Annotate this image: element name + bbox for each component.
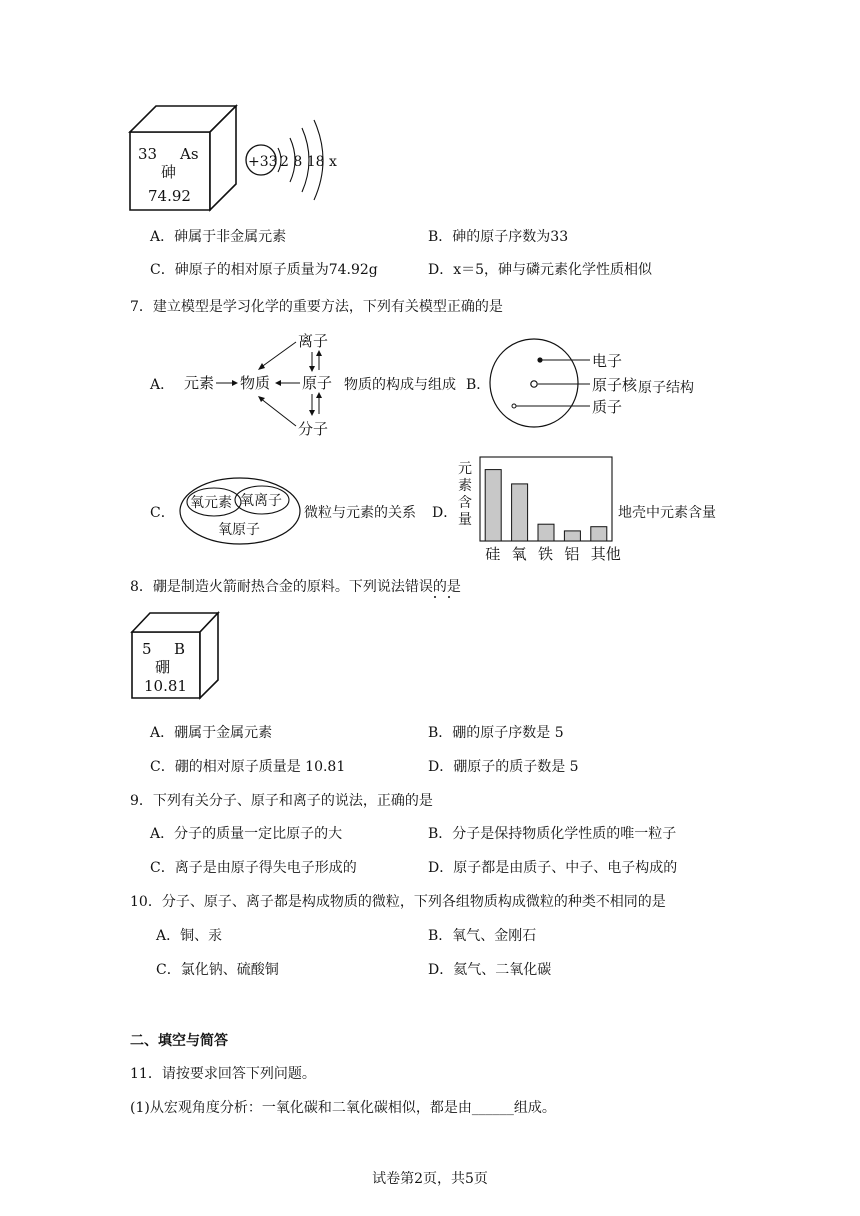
boron-mass: 10.81: [144, 677, 187, 695]
crust-element-bar-chart: [454, 456, 621, 564]
boron-element-cube: [130, 610, 222, 702]
q6-option-a[interactable]: A．砷属于非金属元素: [150, 229, 287, 245]
q7-option-b-label[interactable]: B．: [466, 377, 491, 393]
q7-a-caption: 物质的构成与组成: [344, 377, 456, 393]
q7-b-caption: 原子结构: [638, 380, 694, 396]
bar-铝: [564, 531, 580, 541]
proton-dot: [512, 404, 516, 408]
q9-option-b[interactable]: B．分子是保持物质化学性质的唯一粒子: [428, 826, 677, 842]
q8-option-d[interactable]: D．硼原子的质子数是 5: [428, 759, 579, 775]
q7-option-a-label[interactable]: A．: [150, 377, 175, 393]
x-tick-label: 其他: [590, 545, 621, 563]
node-ion: 离子: [298, 332, 329, 350]
q8-option-c[interactable]: C．硼的相对原子质量是 10.81: [150, 759, 346, 775]
q9-stem: 9．下列有关分子、原子和离子的说法，正确的是: [130, 793, 433, 809]
q10-option-b[interactable]: B．氧气、金刚石: [428, 928, 537, 944]
bar-其他: [591, 527, 607, 541]
nucleus-dot: [531, 381, 537, 387]
q10-stem: 10．分子、原子、离子都是构成物质的微粒，下列各组物质构成微粒的种类不相同的是: [130, 894, 666, 910]
q8-stem: 8．硼是制造火箭耐热合金的原料。下列说法错误的是: [130, 579, 461, 595]
q6-option-b[interactable]: B．砷的原子序数为33: [428, 229, 569, 245]
x-tick-label: 氧: [511, 545, 527, 563]
x-tick-label: 铝: [564, 545, 580, 563]
q10-option-a[interactable]: A．铜、汞: [156, 928, 223, 944]
arsenic-symbol: As: [180, 145, 199, 163]
node-molecule: 分子: [298, 420, 329, 438]
label-nucleus: 原子核: [592, 376, 638, 394]
bar-氧: [512, 484, 528, 541]
emphasis-dot: [448, 596, 450, 598]
q7-option-c-label[interactable]: C．: [150, 505, 175, 521]
arsenic-name: 砷: [161, 163, 177, 181]
electron-shells: 2 8 18 x: [280, 154, 337, 170]
q11-sub1: (1)从宏观角度分析：一氧化碳和二氧化碳相似，都是由______组成。: [130, 1100, 556, 1116]
q7-d-caption: 地壳中元素含量: [618, 505, 716, 521]
q10-option-c[interactable]: C．氯化钠、硫酸铜: [156, 962, 279, 978]
x-tick-label: 硅: [485, 545, 501, 563]
q8-option-a[interactable]: A．硼属于金属元素: [150, 725, 273, 741]
arsenic-atom-structure: [244, 116, 344, 206]
q10-option-d[interactable]: D．氦气、二氧化碳: [428, 962, 552, 978]
q8-option-b[interactable]: B．硼的原子序数是 5: [428, 725, 564, 741]
arsenic-number: 33: [138, 145, 158, 163]
substance-composition-diagram: [178, 330, 344, 440]
bar-硅: [485, 470, 501, 541]
x-tick-label: 铁: [538, 545, 554, 563]
node-atom: 原子: [302, 374, 333, 392]
q6-option-c[interactable]: C．砷原子的相对原子质量为74.92g: [150, 262, 378, 278]
y-axis-label: 元素含量: [458, 461, 472, 528]
boron-number: 5: [142, 640, 152, 658]
arsenic-mass: 74.92: [148, 187, 191, 205]
boron-name: 硼: [155, 658, 171, 676]
venn-atom: 氧原子: [218, 522, 260, 538]
arsenic-element-cube: [128, 102, 238, 214]
q7-stem: 7．建立模型是学习化学的重要方法，下列有关模型正确的是: [130, 299, 503, 315]
page-footer: 试卷第2页，共5页: [372, 1171, 488, 1187]
nucleus-charge: +33: [248, 154, 278, 170]
venn-element: 氧元素: [190, 495, 232, 511]
q11-stem: 11．请按要求回答下列问题。: [130, 1066, 316, 1082]
venn-ion: 氧离子: [240, 493, 282, 509]
node-substance: 物质: [240, 374, 271, 392]
bar-铁: [538, 524, 554, 541]
particle-element-venn: [178, 476, 302, 546]
boron-symbol: B: [174, 640, 186, 658]
emphasis-dot: [434, 596, 436, 598]
label-electron: 电子: [592, 352, 623, 370]
q7-c-caption: 微粒与元素的关系: [304, 505, 416, 521]
q6-option-d[interactable]: D．x＝5，砷与磷元素化学性质相似: [428, 262, 653, 278]
section-title: 二、填空与简答: [130, 1033, 228, 1049]
q9-option-d[interactable]: D．原子都是由质子、中子、电子构成的: [428, 860, 678, 876]
label-proton: 质子: [592, 398, 623, 416]
q7-option-d-label[interactable]: D．: [432, 505, 458, 521]
node-element: 元素: [184, 374, 215, 392]
atom-structure-diagram: [488, 336, 638, 430]
q9-option-a[interactable]: A．分子的质量一定比原子的大: [150, 826, 343, 842]
q9-option-c[interactable]: C．离子是由原子得失电子形成的: [150, 860, 357, 876]
